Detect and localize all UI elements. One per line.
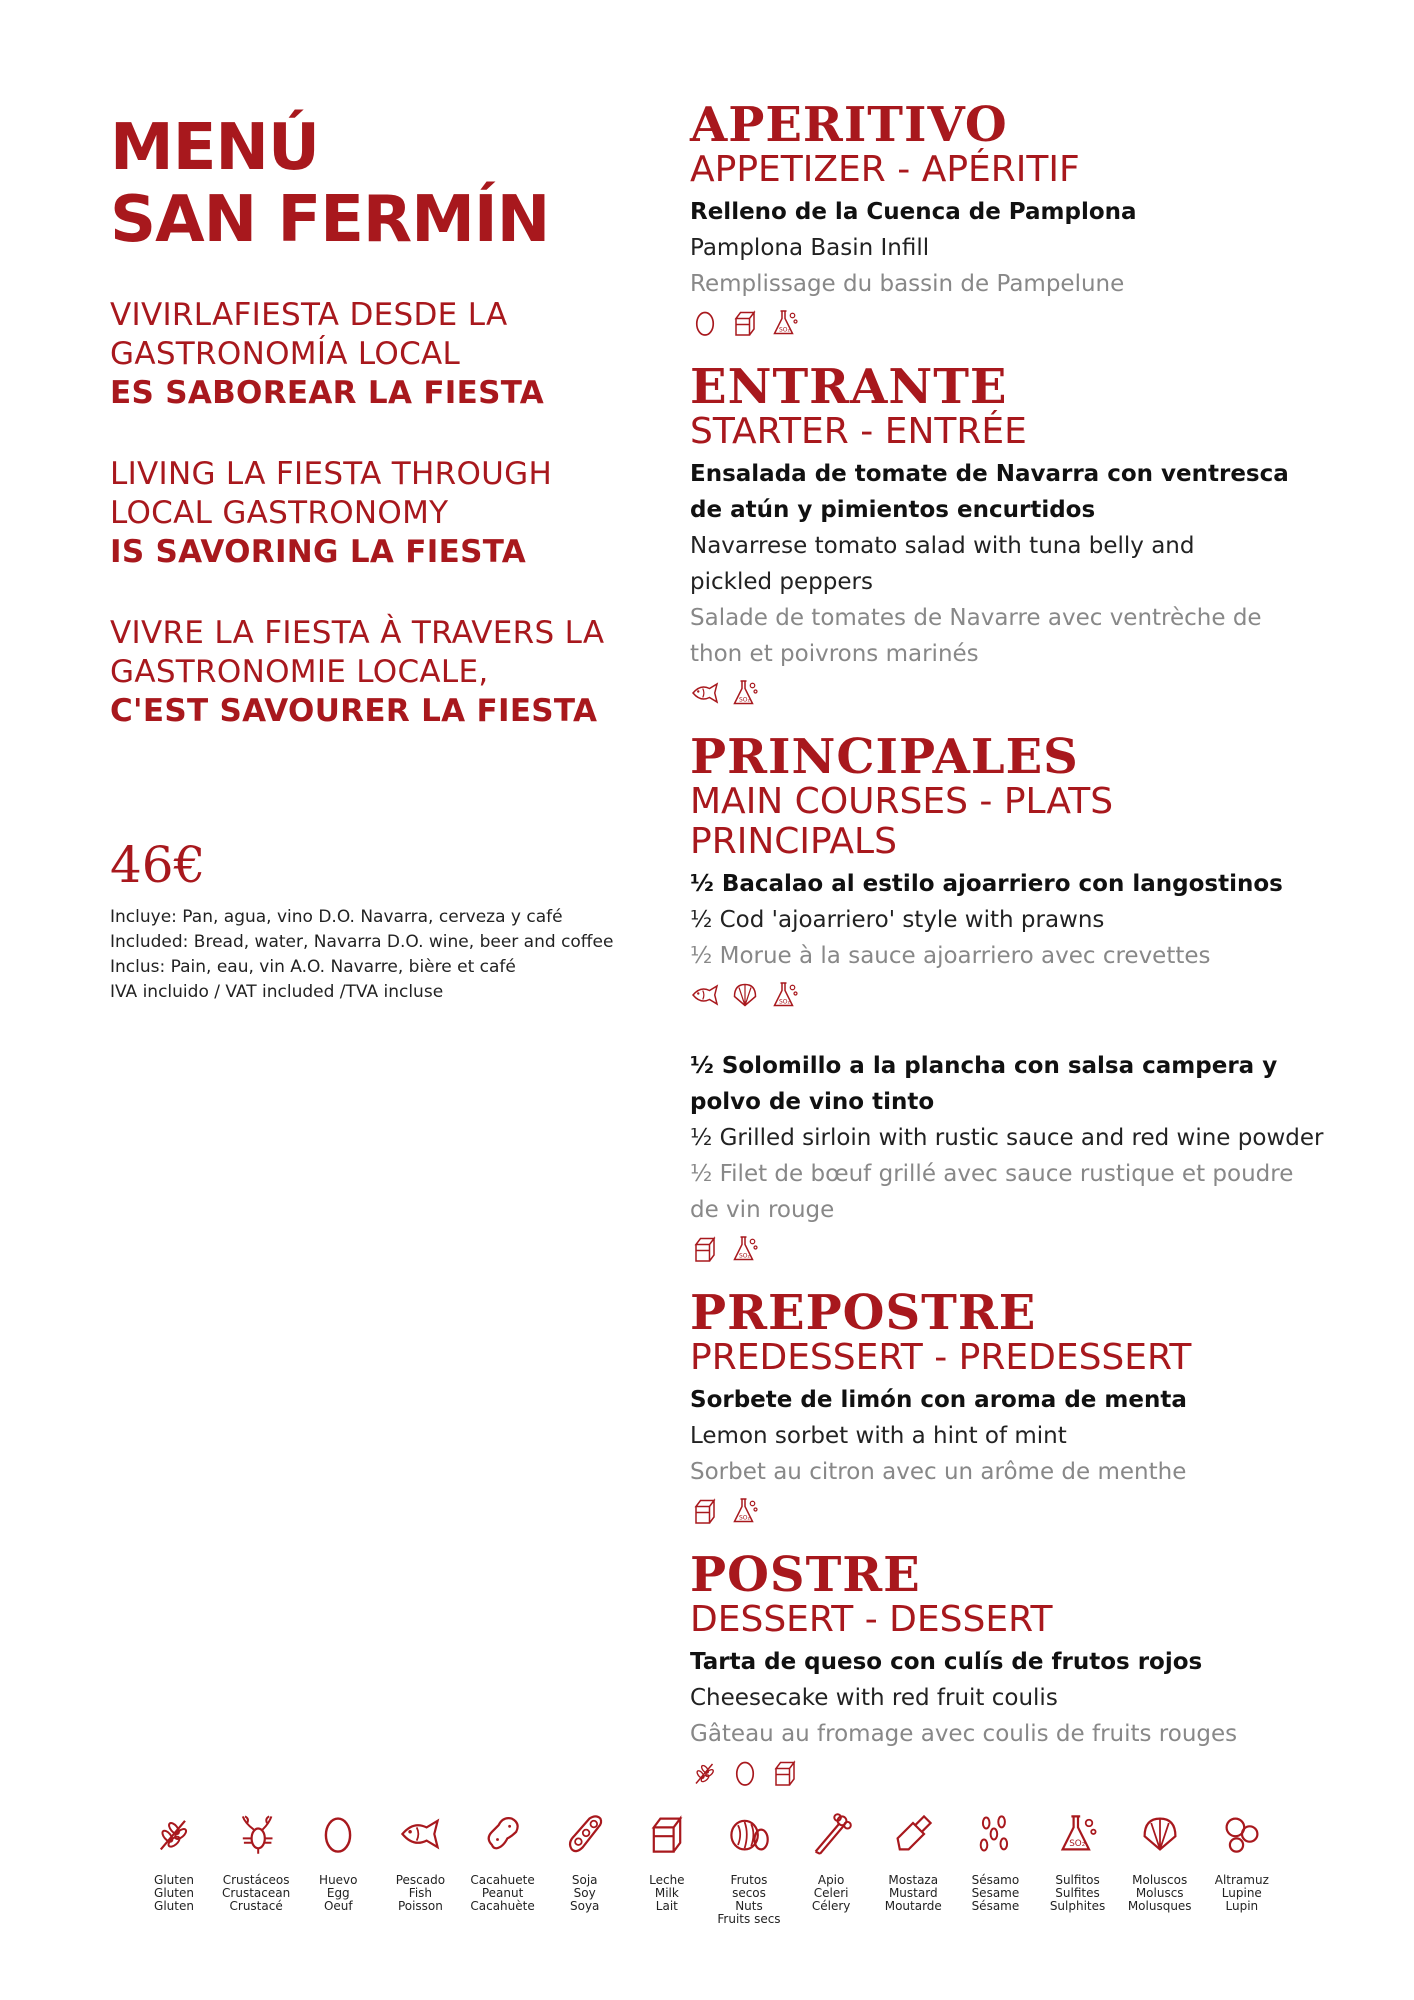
legend-name-en: Fish <box>408 1886 433 1900</box>
svg-text:SO₂: SO₂ <box>739 1252 750 1260</box>
legend-item-lupine <box>1206 1812 1278 1926</box>
soy-icon <box>563 1812 607 1856</box>
dish-name-es: Sorbete de limón con aroma de menta <box>690 1387 1187 1413</box>
section-subtitle: DESSERT - DESSERT <box>690 1599 1053 1640</box>
gluten-icon <box>152 1812 196 1856</box>
dish <box>690 1382 1330 1528</box>
section-entrante <box>690 359 1330 710</box>
lupine-icon <box>1220 1812 1264 1856</box>
intro-column <box>110 112 610 773</box>
slogan-bold: C'EST SAVOURER LA FIESTA <box>110 693 598 729</box>
legend-name-en: Moluscs <box>1135 1886 1184 1900</box>
legend-name-es: Crustáceos <box>222 1873 290 1887</box>
section-title: POSTRE <box>690 1547 921 1603</box>
dish <box>690 1048 1330 1266</box>
legend-name-fr: Molusques <box>1127 1899 1192 1913</box>
svg-text:SO₂: SO₂ <box>779 998 790 1006</box>
included-line: IVA incluido / VAT included /TVA incluse <box>110 982 444 1002</box>
legend-item-crustacean <box>220 1812 292 1926</box>
legend-name-en: Peanut <box>481 1886 524 1900</box>
legend-item-gluten <box>138 1812 210 1926</box>
legend-name-en: Milk <box>654 1886 679 1900</box>
dish-name-es <box>690 456 1330 528</box>
slogan-line: VIVIRLAFIESTA DESDE LA <box>110 297 508 333</box>
legend-name-fr: Sésame <box>971 1899 1020 1913</box>
legend-item-fish <box>384 1812 456 1926</box>
dish-allergens <box>690 676 1330 710</box>
dish-allergens <box>690 1232 1330 1266</box>
section-title: APERITIVO <box>690 97 1008 153</box>
legend-name-es: Soja <box>571 1873 598 1887</box>
milk-icon <box>690 1234 720 1264</box>
section-subtitle: PREDESSERT - PREDESSERT <box>690 1337 1192 1378</box>
legend-name-en: Celeri <box>813 1886 849 1900</box>
dish <box>690 866 1330 1012</box>
legend-name-es: Huevo <box>319 1873 358 1887</box>
menu-title-line2: SAN FERMÍN <box>110 183 550 257</box>
dish-name-en: Cheesecake with red fruit coulis <box>690 1685 1058 1711</box>
milk-icon <box>730 308 760 338</box>
milk-icon <box>690 1496 720 1526</box>
sulphites-icon <box>770 980 800 1010</box>
slogan-line: GASTRONOMÍA LOCAL <box>110 336 461 372</box>
nuts-icon <box>727 1812 771 1856</box>
legend-item-egg <box>302 1812 374 1926</box>
egg-icon <box>316 1812 360 1856</box>
dish-name-fr <box>690 1156 1330 1228</box>
legend-name-en: Gluten <box>154 1886 194 1900</box>
legend-item-peanut <box>467 1812 539 1926</box>
legend-name-es: Altramuz <box>1214 1873 1269 1887</box>
mollusc-icon <box>730 980 760 1010</box>
dish <box>690 1644 1330 1790</box>
dish-name-es-line: polvo de vino tinto <box>690 1089 935 1115</box>
legend-name-fr: Gluten <box>154 1899 194 1913</box>
crustacean-icon <box>234 1812 278 1856</box>
legend-name-es: Cacahuete <box>470 1873 535 1887</box>
dish-name-en: Pamplona Basin Infill <box>690 235 930 261</box>
milk-icon <box>645 1812 689 1856</box>
included-notes <box>110 905 613 1005</box>
menu-title <box>110 112 610 256</box>
legend-name-en: Sulfites <box>1055 1886 1100 1900</box>
section-subtitle: MAIN COURSES - PLATS PRINCIPALS <box>690 781 1114 862</box>
dish-name-es: ½ Bacalao al estilo ajoarriero con langostinos <box>690 871 1283 897</box>
legend-name-es: Gluten <box>154 1873 194 1887</box>
legend-name-es: Leche <box>649 1873 685 1887</box>
legend-name-en: Egg <box>326 1886 350 1900</box>
included-line: Incluye: Pan, agua, vino D.O. Navarra, cerveza y café <box>110 907 563 927</box>
dish-allergens <box>690 1756 1330 1790</box>
dish-name-en: Lemon sorbet with a hint of mint <box>690 1423 1067 1449</box>
dish-name-fr: Gâteau au fromage avec coulis de fruits rouges <box>690 1721 1238 1747</box>
dish-name-en: ½ Cod 'ajoarriero' style with prawns <box>690 907 1105 933</box>
dish-allergens <box>690 978 1330 1012</box>
legend-name-fr: Soya <box>569 1899 600 1913</box>
fish-icon <box>398 1812 442 1856</box>
legend-names <box>649 1874 684 1913</box>
legend-name-en: Soy <box>573 1886 596 1900</box>
section-title: ENTRANTE <box>690 359 1008 415</box>
dish-name-es <box>690 1048 1330 1120</box>
slogan-line: VIVRE LA FIESTA À TRAVERS LA <box>110 615 605 651</box>
legend-names <box>1215 1874 1269 1913</box>
legend-names <box>570 1874 599 1913</box>
section-aperitivo <box>690 97 1330 340</box>
sulphites-icon <box>770 308 800 338</box>
legend-name-es: Pescado <box>395 1873 446 1887</box>
legend-item-nuts <box>713 1812 785 1926</box>
legend-name-es: Moluscos <box>1132 1873 1188 1887</box>
dish-name-es-line: ½ Solomillo a la plancha con salsa campera y <box>690 1053 1278 1079</box>
legend-names <box>972 1874 1020 1913</box>
legend-item-sulphites <box>1042 1812 1114 1926</box>
section-principales <box>690 729 1330 1266</box>
dish-name-fr: ½ Morue à la sauce ajoarriero avec crevettes <box>690 943 1211 969</box>
section-title: PREPOSTRE <box>690 1285 1037 1341</box>
legend-name-en: Mustard <box>888 1886 938 1900</box>
legend-name-en: Sesame <box>971 1886 1020 1900</box>
legend-name-fr: Crustacé <box>229 1899 283 1913</box>
legend-name-en: Lupine <box>1221 1886 1262 1900</box>
fish-icon <box>690 980 720 1010</box>
dish <box>690 456 1330 710</box>
dish-name-fr: Sorbet au citron avec un arôme de menthe <box>690 1459 1187 1485</box>
legend-name-fr: Poisson <box>397 1899 443 1913</box>
dish-name-fr-line: ½ Filet de bœuf grillé avec sauce rustique et poudre <box>690 1161 1294 1187</box>
legend-names <box>1050 1874 1105 1913</box>
slogan-line: LIVING LA FIESTA THROUGH <box>110 456 553 492</box>
menu-title-line1: MENÚ <box>110 111 319 185</box>
legend-name-es: Mostaza <box>888 1873 939 1887</box>
included-line: Inclus: Pain, eau, vin A.O. Navarre, bière et café <box>110 957 516 977</box>
dish-name-en-line: Navarrese tomato salad with tuna belly and <box>690 533 1195 559</box>
slogan-line: LOCAL GASTRONOMY <box>110 495 449 531</box>
egg-icon <box>690 308 720 338</box>
legend-name-es: Apio <box>817 1873 845 1887</box>
legend-name-es: Frutos secos <box>730 1873 768 1900</box>
sulphites-icon <box>730 1496 760 1526</box>
legend-names <box>713 1874 785 1926</box>
dish-name-fr-line: thon et poivrons marinés <box>690 641 979 667</box>
egg-icon <box>730 1758 760 1788</box>
sulphites-icon <box>730 678 760 708</box>
legend-name-es: Sulfitos <box>1055 1873 1100 1887</box>
section-prepostre <box>690 1285 1330 1528</box>
dish-name-es-line: de atún y pimientos encurtidos <box>690 497 1096 523</box>
dish-name-fr-line: Salade de tomates de Navarre avec ventrèche de <box>690 605 1262 631</box>
legend-name-fr: Cacahuète <box>470 1899 535 1913</box>
legend-names <box>885 1874 942 1913</box>
legend-item-milk <box>631 1812 703 1926</box>
legend-item-soy <box>549 1812 621 1926</box>
fish-icon <box>690 678 720 708</box>
peanut-icon <box>481 1812 525 1856</box>
sulphites-icon <box>1056 1812 1100 1856</box>
celery-icon <box>809 1812 853 1856</box>
dish-name-en-line: pickled peppers <box>690 569 873 595</box>
legend-item-mustard <box>877 1812 949 1926</box>
dish <box>690 194 1330 340</box>
legend-name-es: Sésamo <box>971 1873 1020 1887</box>
section-subtitle: STARTER - ENTRÉE <box>690 411 1027 452</box>
legend-name-fr: Moutarde <box>884 1899 942 1913</box>
legend-names <box>812 1874 851 1913</box>
legend-names <box>396 1874 445 1913</box>
legend-name-fr: Célery <box>811 1899 851 1913</box>
courses-column <box>690 97 1330 1812</box>
dish-name-es: Relleno de la Cuenca de Pamplona <box>690 199 1137 225</box>
legend-names <box>319 1874 357 1913</box>
legend-item-mollusc <box>1124 1812 1196 1926</box>
svg-text:SO₂: SO₂ <box>739 1514 750 1522</box>
section-title: PRINCIPALES <box>690 729 1079 785</box>
included-line: Included: Bread, water, Navarra D.O. wine, beer and coffee <box>110 932 614 952</box>
slogan-line: GASTRONOMIE LOCALE, <box>110 654 489 690</box>
legend-names <box>470 1874 534 1913</box>
svg-text:SO₂: SO₂ <box>1068 1839 1085 1850</box>
sesame-icon <box>973 1812 1017 1856</box>
dish-name-es-line: Ensalada de tomate de Navarra con ventresca <box>690 461 1289 487</box>
legend-name-fr: Fruits secs <box>717 1912 781 1926</box>
allergen-legend <box>138 1812 1278 1926</box>
slogan-fr <box>110 614 610 731</box>
menu-price: 46€ <box>110 836 206 894</box>
legend-item-sesame <box>959 1812 1031 1926</box>
svg-text:SO₂: SO₂ <box>779 326 790 334</box>
slogans <box>110 296 610 731</box>
legend-name-fr: Sulphites <box>1049 1899 1106 1913</box>
sulphites-icon <box>730 1234 760 1264</box>
dish-allergens <box>690 1494 1330 1528</box>
dish-name-fr: Remplissage du bassin de Pampelune <box>690 271 1125 297</box>
mollusc-icon <box>1138 1812 1182 1856</box>
legend-name-fr: Lait <box>655 1899 678 1913</box>
slogan-en <box>110 455 610 572</box>
legend-names <box>154 1874 194 1913</box>
legend-item-celery <box>795 1812 867 1926</box>
svg-text:SO₂: SO₂ <box>739 696 750 704</box>
dish-name-fr <box>690 600 1330 672</box>
gluten-icon <box>690 1758 720 1788</box>
milk-icon <box>770 1758 800 1788</box>
slogan-bold: IS SAVORING LA FIESTA <box>110 534 527 570</box>
legend-name-en: Crustacean <box>222 1886 291 1900</box>
dish-name-fr-line: de vin rouge <box>690 1197 835 1223</box>
legend-name-fr: Lupin <box>1225 1899 1259 1913</box>
dish-name-es: Tarta de queso con culís de frutos rojos <box>690 1649 1203 1675</box>
slogan-bold: ES SABOREAR LA FIESTA <box>110 375 545 411</box>
mustard-icon <box>891 1812 935 1856</box>
legend-name-fr: Oeuf <box>323 1899 353 1913</box>
dish-name-en: ½ Grilled sirloin with rustic sauce and red wine powder <box>690 1125 1324 1151</box>
section-subtitle: APPETIZER - APÉRITIF <box>690 149 1080 190</box>
legend-names <box>1128 1874 1192 1913</box>
section-postre <box>690 1547 1330 1790</box>
dish-allergens <box>690 306 1330 340</box>
slogan-es <box>110 296 610 413</box>
legend-names <box>222 1874 290 1913</box>
legend-name-en: Nuts <box>735 1899 763 1913</box>
dish-name-en <box>690 528 1330 600</box>
